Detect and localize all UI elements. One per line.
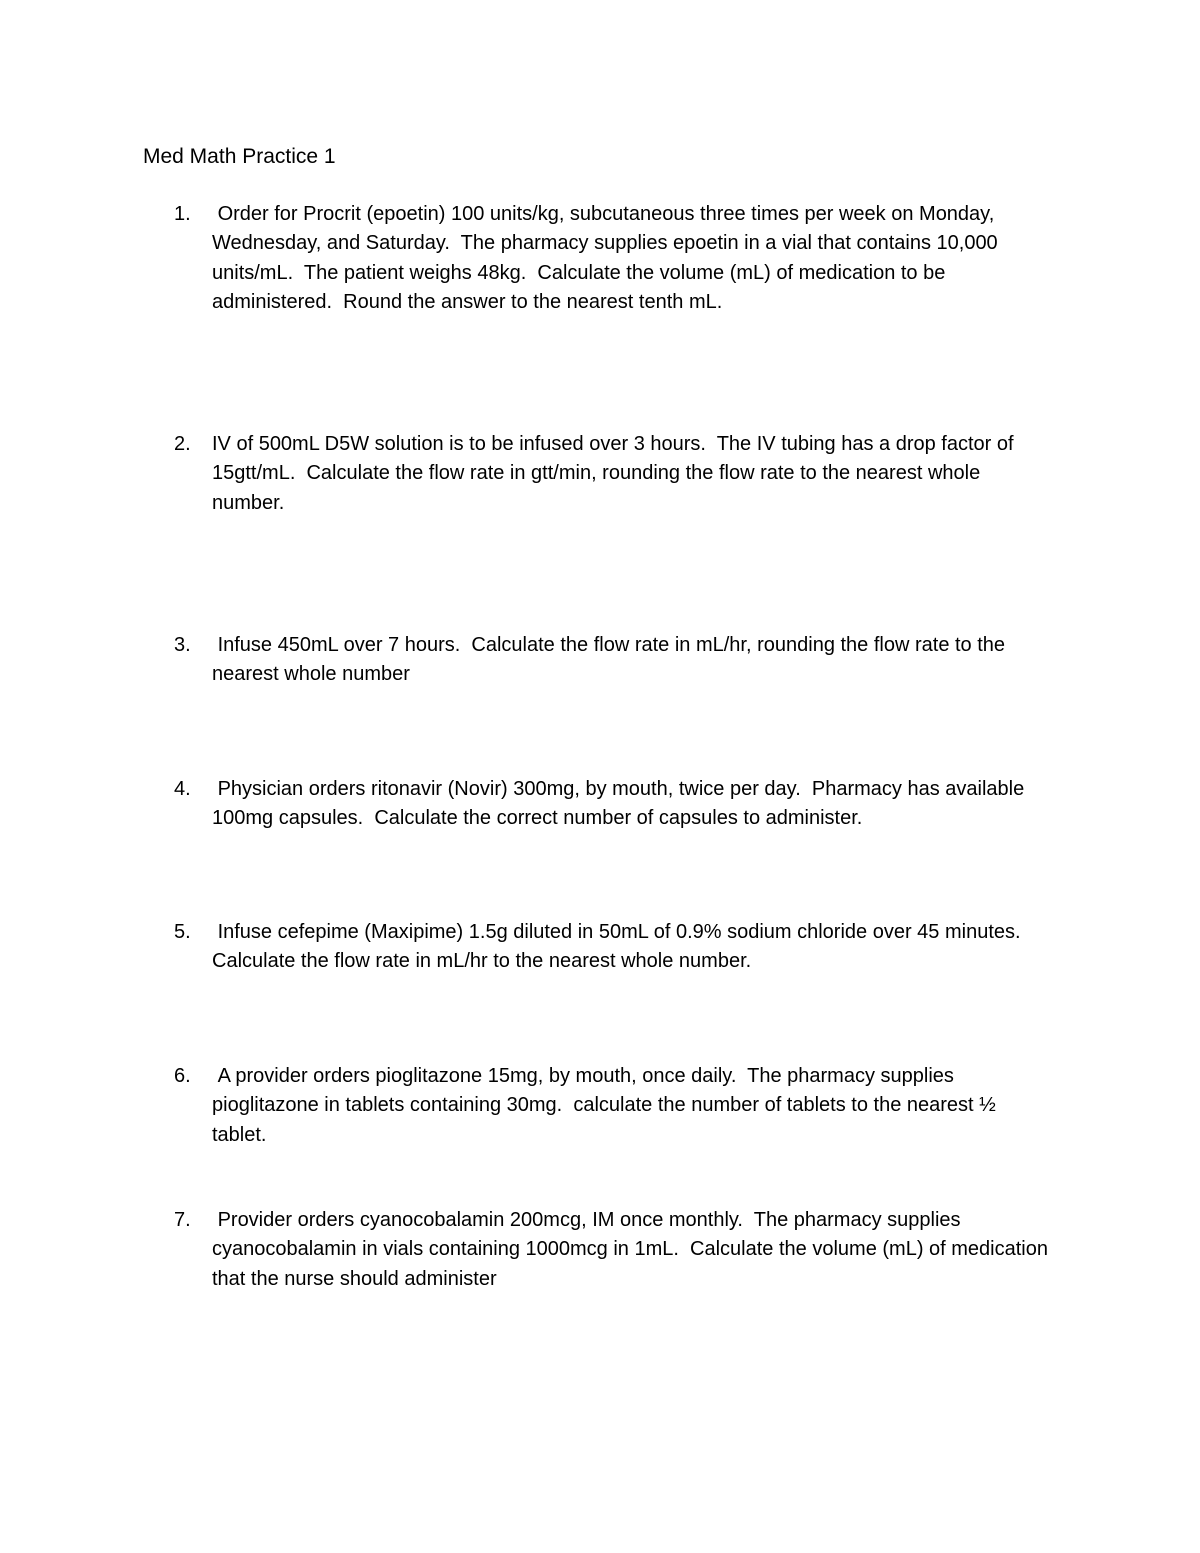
question-text: Provider orders cyanocobalamin 200mcg, IM once monthly. The pharmacy supplies cyanocobalamin in vials containing 1000mcg in 1mL. Calculate the volume (mL) of medication that the nurse should administer (212, 1209, 1054, 1290)
question-item-6 (174, 1062, 1054, 1150)
question-item-2 (174, 430, 1054, 518)
question-number: 6. (174, 1065, 191, 1087)
question-number: 7. (174, 1209, 191, 1231)
question-text: Infuse cefepime (Maxipime) 1.5g diluted in 50mL of 0.9% sodium chloride over 45 minutes. Calculate the flow rate in mL/hr to the nearest whole number. (212, 921, 1032, 973)
question-number: 2. (174, 433, 191, 455)
question-item-3 (174, 631, 1054, 690)
question-item-5 (174, 918, 1054, 977)
question-item-1 (174, 200, 1054, 317)
question-number: 1. (174, 203, 191, 225)
question-text: Order for Procrit (epoetin) 100 units/kg, subcutaneous three times per week on Monday, Wednesday, and Saturday. The pharmacy supplies epoetin in a vial that contains 10,000 units/mL. The patient weighs 48kg. Calculate the volume (mL) of medication to be administered. Round the answer to the nearest tenth mL. (212, 203, 1004, 313)
question-item-4 (174, 775, 1054, 834)
question-item-7 (174, 1206, 1054, 1294)
question-text: IV of 500mL D5W solution is to be infused over 3 hours. The IV tubing has a drop factor of 15gtt/mL. Calculate the flow rate in gtt/min, rounding the flow rate to the nearest whole number. (212, 433, 1020, 514)
question-text: Physician orders ritonavir (Novir) 300mg, by mouth, twice per day. Pharmacy has available 100mg capsules. Calculate the correct number of capsules to administer. (212, 778, 1030, 830)
page-title: Med Math Practice 1 (143, 145, 336, 168)
question-number: 3. (174, 634, 191, 656)
question-number: 5. (174, 921, 191, 943)
question-number: 4. (174, 778, 191, 800)
question-text: Infuse 450mL over 7 hours. Calculate the flow rate in mL/hr, rounding the flow rate to the nearest whole number (212, 634, 1011, 686)
question-text: A provider orders pioglitazone 15mg, by mouth, once daily. The pharmacy supplies pioglitazone in tablets containing 30mg. calculate the number of tablets to the nearest ½ tablet. (212, 1065, 1002, 1146)
